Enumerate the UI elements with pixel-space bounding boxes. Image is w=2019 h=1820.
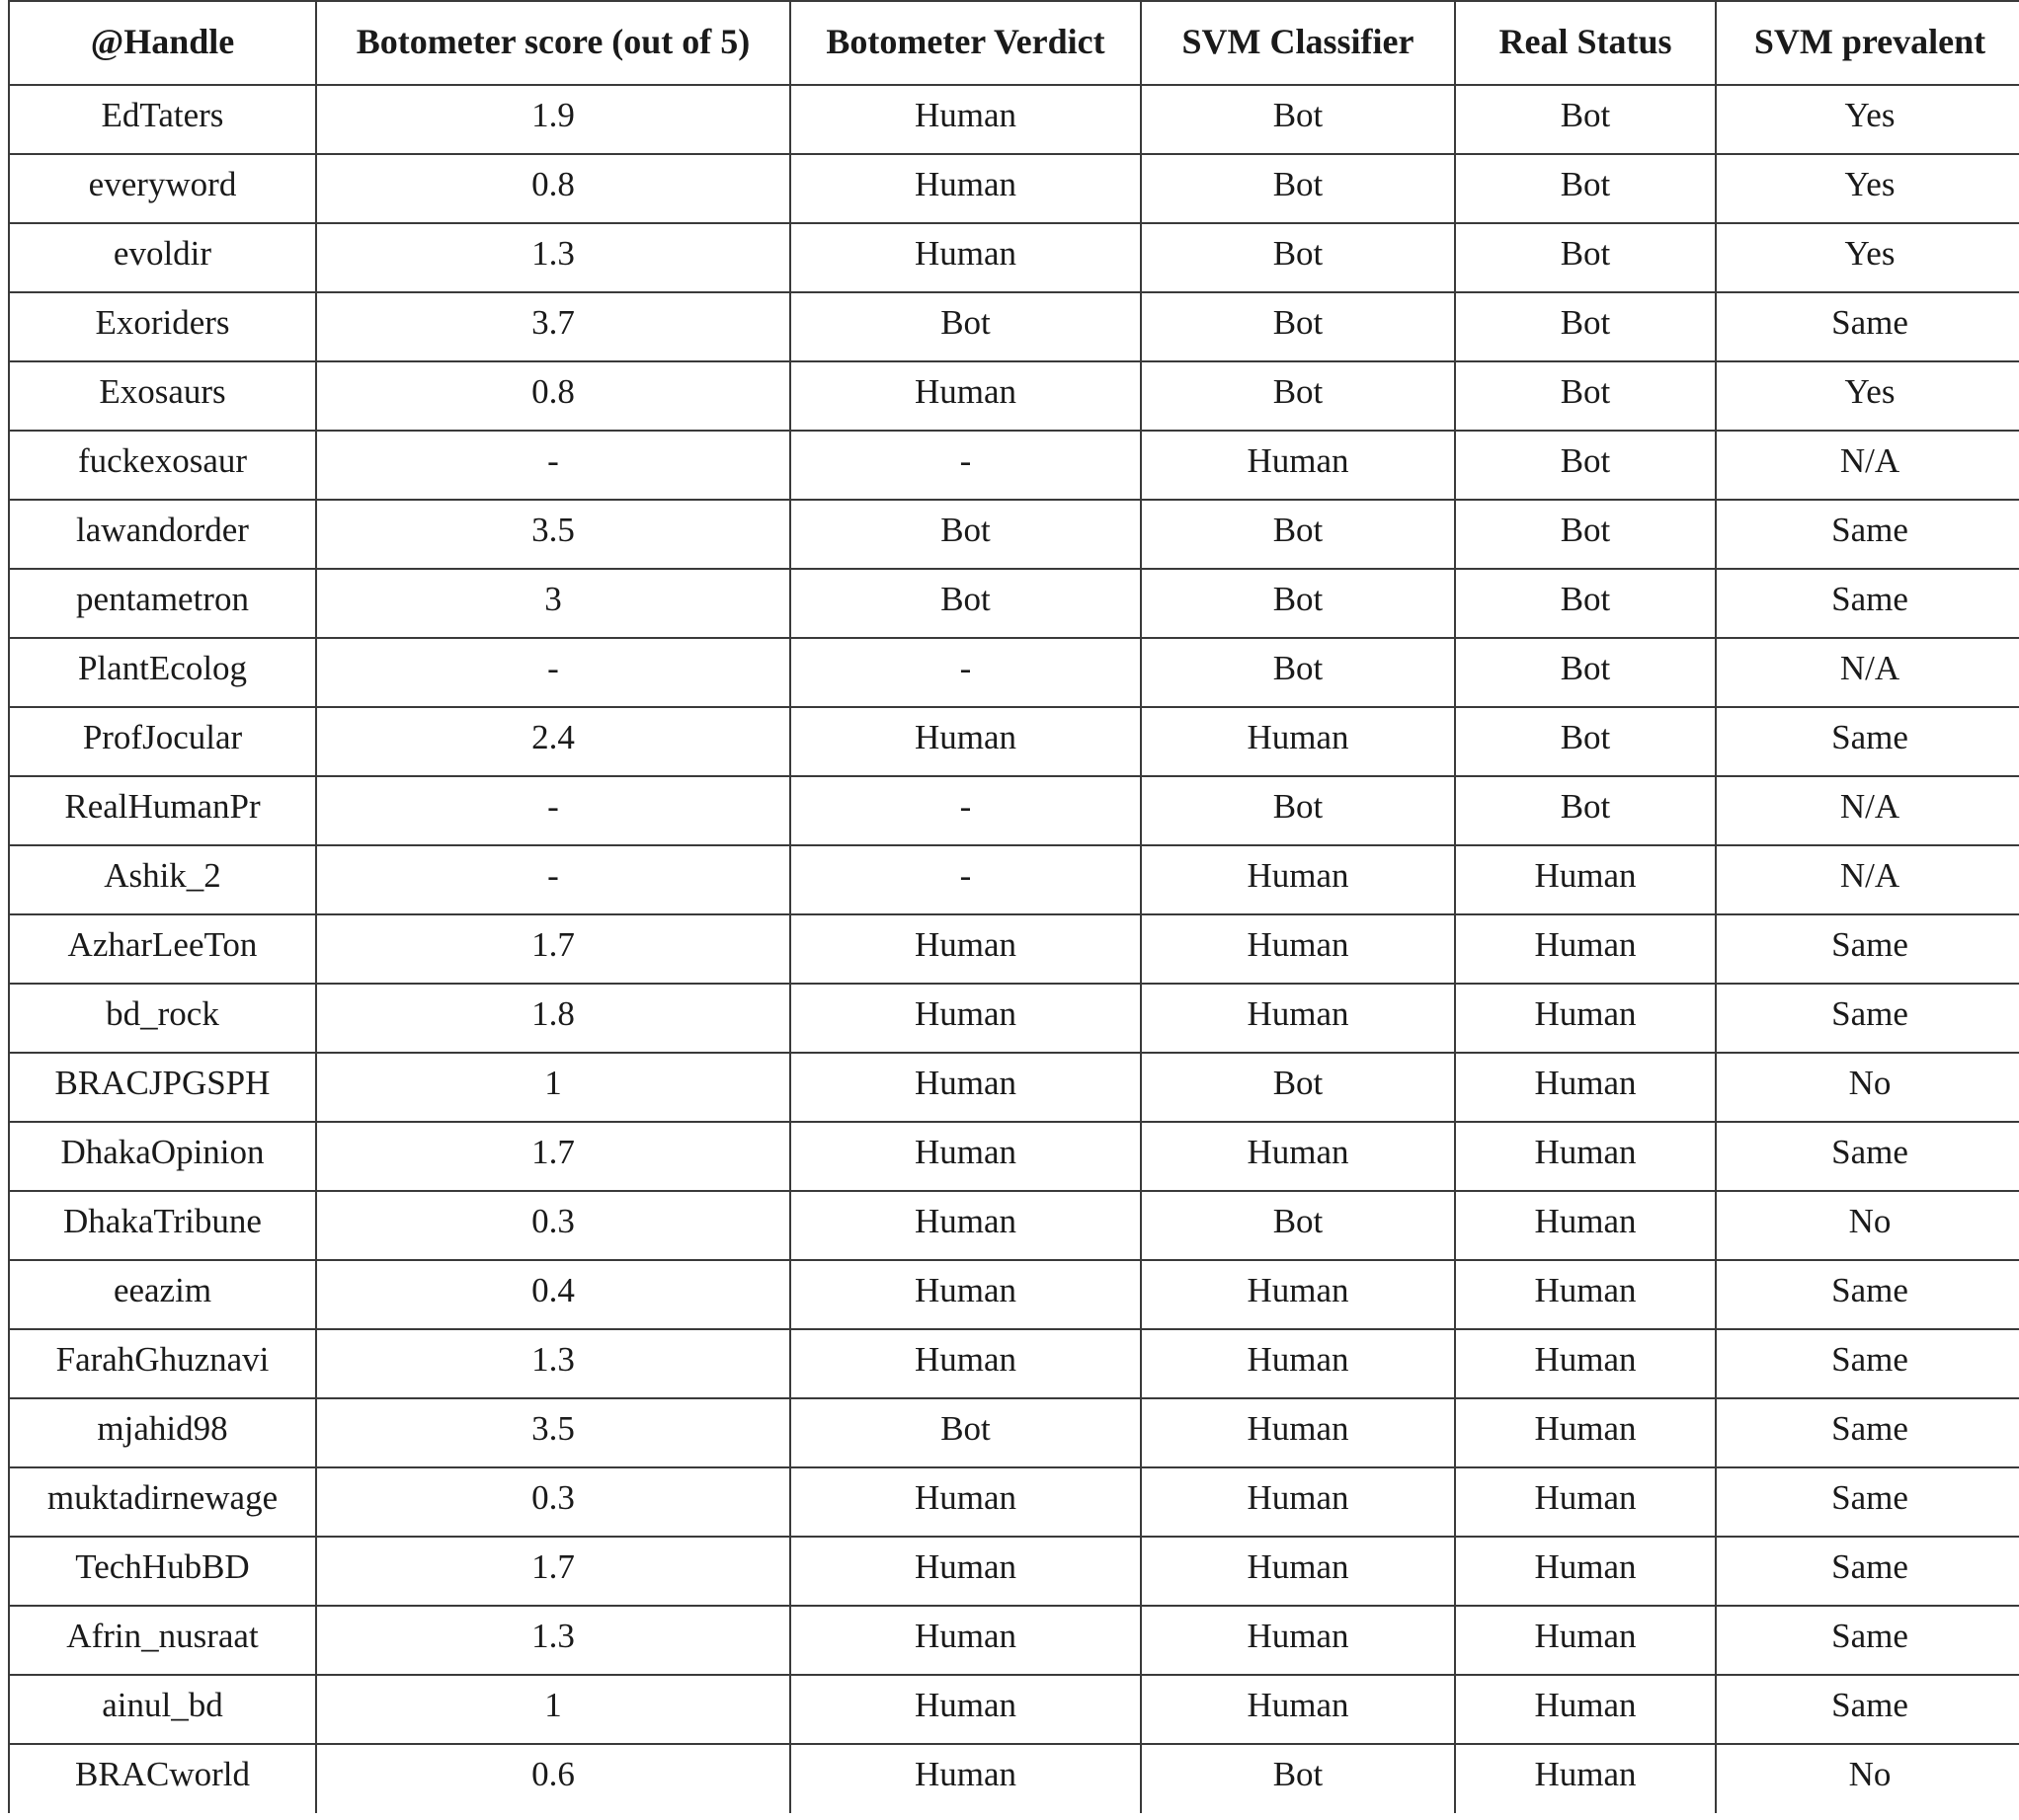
svm-prevalent-cell: Same	[1716, 292, 2019, 361]
table-row	[9, 845, 2019, 914]
handle-cell: FarahGhuznavi	[9, 1329, 316, 1398]
handle-cell: EdTaters	[9, 85, 316, 154]
handle-cell: Ashik_2	[9, 845, 316, 914]
botometer-score-cell: 0.4	[316, 1260, 790, 1329]
svm-classifier-cell: Human	[1141, 707, 1455, 776]
handle-cell: lawandorder	[9, 500, 316, 569]
table-row	[9, 638, 2019, 707]
botometer-score-cell: 2.4	[316, 707, 790, 776]
real-status-cell: Bot	[1455, 638, 1716, 707]
botometer-score-cell: 3	[316, 569, 790, 638]
table-row	[9, 1260, 2019, 1329]
botometer-verdict-cell: Human	[790, 707, 1141, 776]
botometer-score-cell: 1.3	[316, 1329, 790, 1398]
botometer-score-cell: 1.8	[316, 984, 790, 1053]
handle-cell: pentametron	[9, 569, 316, 638]
botometer-score-cell: 1.3	[316, 223, 790, 292]
table-row	[9, 569, 2019, 638]
header-svm-prevalent: SVM prevalent	[1716, 1, 2019, 85]
svm-prevalent-cell: Same	[1716, 1260, 2019, 1329]
table-row	[9, 292, 2019, 361]
svm-classifier-cell: Human	[1141, 1398, 1455, 1467]
svm-classifier-cell: Bot	[1141, 361, 1455, 431]
header-handle: @Handle	[9, 1, 316, 85]
svm-classifier-cell: Bot	[1141, 776, 1455, 845]
botometer-score-cell: 3.5	[316, 1398, 790, 1467]
botometer-score-cell: 0.8	[316, 361, 790, 431]
header-botometer-score: Botometer score (out of 5)	[316, 1, 790, 85]
svm-prevalent-cell: No	[1716, 1744, 2019, 1813]
svm-classifier-cell: Human	[1141, 1260, 1455, 1329]
table-row	[9, 85, 2019, 154]
botometer-score-cell: 0.8	[316, 154, 790, 223]
handle-cell: TechHubBD	[9, 1537, 316, 1606]
table-row	[9, 1329, 2019, 1398]
table-row	[9, 984, 2019, 1053]
svm-prevalent-cell: No	[1716, 1053, 2019, 1122]
handle-cell: muktadirnewage	[9, 1467, 316, 1537]
botometer-verdict-cell: Human	[790, 1467, 1141, 1537]
svm-prevalent-cell: Same	[1716, 1329, 2019, 1398]
real-status-cell: Human	[1455, 984, 1716, 1053]
svm-classifier-cell: Human	[1141, 431, 1455, 500]
botometer-score-cell: -	[316, 776, 790, 845]
botometer-verdict-cell: Human	[790, 154, 1141, 223]
real-status-cell: Bot	[1455, 707, 1716, 776]
svm-classifier-cell: Human	[1141, 1537, 1455, 1606]
table-row	[9, 361, 2019, 431]
real-status-cell: Human	[1455, 1606, 1716, 1675]
svm-classifier-cell: Human	[1141, 1329, 1455, 1398]
botometer-verdict-cell: -	[790, 431, 1141, 500]
svm-prevalent-cell: Same	[1716, 500, 2019, 569]
real-status-cell: Bot	[1455, 85, 1716, 154]
table-row	[9, 707, 2019, 776]
svm-classifier-cell: Bot	[1141, 1053, 1455, 1122]
svm-classifier-cell: Human	[1141, 1467, 1455, 1537]
botometer-score-cell: 1.7	[316, 1537, 790, 1606]
botometer-score-cell: 1.7	[316, 914, 790, 984]
table-row	[9, 500, 2019, 569]
svm-classifier-cell: Bot	[1141, 85, 1455, 154]
handle-cell: Afrin_nusraat	[9, 1606, 316, 1675]
botometer-score-cell: 0.3	[316, 1191, 790, 1260]
real-status-cell: Human	[1455, 1329, 1716, 1398]
table-row	[9, 223, 2019, 292]
real-status-cell: Bot	[1455, 223, 1716, 292]
botometer-score-cell: 1.9	[316, 85, 790, 154]
svm-classifier-cell: Bot	[1141, 1191, 1455, 1260]
botometer-score-cell: 0.6	[316, 1744, 790, 1813]
svm-prevalent-cell: Same	[1716, 914, 2019, 984]
table-header	[9, 1, 2019, 85]
table-row	[9, 1675, 2019, 1744]
handle-cell: BRACJPGSPH	[9, 1053, 316, 1122]
svm-prevalent-cell: N/A	[1716, 845, 2019, 914]
svm-prevalent-cell: Same	[1716, 1537, 2019, 1606]
botometer-verdict-cell: Human	[790, 223, 1141, 292]
table-row	[9, 154, 2019, 223]
real-status-cell: Human	[1455, 1537, 1716, 1606]
botometer-verdict-cell: Human	[790, 361, 1141, 431]
svm-prevalent-cell: Same	[1716, 1122, 2019, 1191]
botometer-verdict-cell: Human	[790, 984, 1141, 1053]
handle-cell: bd_rock	[9, 984, 316, 1053]
svm-prevalent-cell: Same	[1716, 1675, 2019, 1744]
handle-cell: Exoriders	[9, 292, 316, 361]
handle-cell: DhakaOpinion	[9, 1122, 316, 1191]
svm-classifier-cell: Human	[1141, 984, 1455, 1053]
real-status-cell: Bot	[1455, 569, 1716, 638]
svm-prevalent-cell: Yes	[1716, 85, 2019, 154]
svm-classifier-cell: Bot	[1141, 569, 1455, 638]
botometer-score-cell: -	[316, 638, 790, 707]
botometer-score-cell: 3.5	[316, 500, 790, 569]
svm-classifier-cell: Human	[1141, 845, 1455, 914]
svm-classifier-cell: Bot	[1141, 1744, 1455, 1813]
handle-cell: DhakaTribune	[9, 1191, 316, 1260]
svm-prevalent-cell: Yes	[1716, 154, 2019, 223]
real-status-cell: Human	[1455, 1191, 1716, 1260]
svm-prevalent-cell: No	[1716, 1191, 2019, 1260]
svm-classifier-cell: Bot	[1141, 223, 1455, 292]
svm-classifier-cell: Bot	[1141, 500, 1455, 569]
botometer-verdict-cell: Human	[790, 1329, 1141, 1398]
real-status-cell: Human	[1455, 1467, 1716, 1537]
handle-cell: everyword	[9, 154, 316, 223]
handle-cell: mjahid98	[9, 1398, 316, 1467]
real-status-cell: Human	[1455, 1260, 1716, 1329]
real-status-cell: Human	[1455, 1675, 1716, 1744]
handle-cell: eeazim	[9, 1260, 316, 1329]
table-row	[9, 1398, 2019, 1467]
handle-cell: RealHumanPr	[9, 776, 316, 845]
svm-classifier-cell: Bot	[1141, 154, 1455, 223]
real-status-cell: Bot	[1455, 776, 1716, 845]
table-body	[9, 85, 2019, 1813]
botometer-score-cell: 1.3	[316, 1606, 790, 1675]
botometer-verdict-cell: -	[790, 776, 1141, 845]
real-status-cell: Human	[1455, 1744, 1716, 1813]
handle-cell: ainul_bd	[9, 1675, 316, 1744]
real-status-cell: Human	[1455, 914, 1716, 984]
real-status-cell: Human	[1455, 1053, 1716, 1122]
real-status-cell: Bot	[1455, 154, 1716, 223]
table-row	[9, 1122, 2019, 1191]
svm-classifier-cell: Human	[1141, 1122, 1455, 1191]
botometer-verdict-cell: Human	[790, 1675, 1141, 1744]
comparison-table-container	[8, 0, 2019, 1813]
svm-prevalent-cell: N/A	[1716, 638, 2019, 707]
botometer-score-cell: 0.3	[316, 1467, 790, 1537]
svm-prevalent-cell: Same	[1716, 569, 2019, 638]
botometer-verdict-cell: Human	[790, 1191, 1141, 1260]
botometer-score-cell: 3.7	[316, 292, 790, 361]
svm-prevalent-cell: Same	[1716, 1467, 2019, 1537]
botometer-verdict-cell: Bot	[790, 569, 1141, 638]
botometer-verdict-cell: -	[790, 638, 1141, 707]
botometer-score-cell: 1.7	[316, 1122, 790, 1191]
table-row	[9, 1053, 2019, 1122]
handle-cell: AzharLeeTon	[9, 914, 316, 984]
real-status-cell: Bot	[1455, 361, 1716, 431]
table-row	[9, 914, 2019, 984]
table-row	[9, 1191, 2019, 1260]
botometer-verdict-cell: Human	[790, 1260, 1141, 1329]
svm-classifier-cell: Human	[1141, 1675, 1455, 1744]
botometer-score-cell: 1	[316, 1675, 790, 1744]
real-status-cell: Human	[1455, 845, 1716, 914]
botometer-verdict-cell: Human	[790, 1122, 1141, 1191]
table-row	[9, 1606, 2019, 1675]
bot-detection-comparison-table	[8, 0, 2019, 1813]
svm-prevalent-cell: Yes	[1716, 361, 2019, 431]
header-row	[9, 1, 2019, 85]
svm-prevalent-cell: Same	[1716, 1398, 2019, 1467]
handle-cell: BRACworld	[9, 1744, 316, 1813]
table-row	[9, 1744, 2019, 1813]
real-status-cell: Human	[1455, 1122, 1716, 1191]
table-row	[9, 1537, 2019, 1606]
real-status-cell: Bot	[1455, 431, 1716, 500]
botometer-verdict-cell: Bot	[790, 500, 1141, 569]
table-row	[9, 1467, 2019, 1537]
botometer-verdict-cell: Human	[790, 1053, 1141, 1122]
botometer-verdict-cell: Human	[790, 85, 1141, 154]
botometer-verdict-cell: Human	[790, 914, 1141, 984]
real-status-cell: Bot	[1455, 292, 1716, 361]
svm-prevalent-cell: Same	[1716, 1606, 2019, 1675]
handle-cell: fuckexosaur	[9, 431, 316, 500]
botometer-verdict-cell: Bot	[790, 1398, 1141, 1467]
botometer-verdict-cell: Human	[790, 1744, 1141, 1813]
table-row	[9, 431, 2019, 500]
real-status-cell: Bot	[1455, 500, 1716, 569]
real-status-cell: Human	[1455, 1398, 1716, 1467]
svm-prevalent-cell: N/A	[1716, 431, 2019, 500]
svm-prevalent-cell: N/A	[1716, 776, 2019, 845]
svm-prevalent-cell: Same	[1716, 984, 2019, 1053]
svm-classifier-cell: Bot	[1141, 638, 1455, 707]
botometer-score-cell: -	[316, 845, 790, 914]
table-row	[9, 776, 2019, 845]
handle-cell: ProfJocular	[9, 707, 316, 776]
header-botometer-verdict: Botometer Verdict	[790, 1, 1141, 85]
svm-classifier-cell: Bot	[1141, 292, 1455, 361]
botometer-verdict-cell: Bot	[790, 292, 1141, 361]
svm-prevalent-cell: Same	[1716, 707, 2019, 776]
handle-cell: Exosaurs	[9, 361, 316, 431]
botometer-score-cell: -	[316, 431, 790, 500]
botometer-verdict-cell: Human	[790, 1606, 1141, 1675]
handle-cell: evoldir	[9, 223, 316, 292]
svm-classifier-cell: Human	[1141, 914, 1455, 984]
handle-cell: PlantEcolog	[9, 638, 316, 707]
svm-prevalent-cell: Yes	[1716, 223, 2019, 292]
header-svm-classifier: SVM Classifier	[1141, 1, 1455, 85]
botometer-verdict-cell: Human	[790, 1537, 1141, 1606]
header-real-status: Real Status	[1455, 1, 1716, 85]
botometer-score-cell: 1	[316, 1053, 790, 1122]
botometer-verdict-cell: -	[790, 845, 1141, 914]
svm-classifier-cell: Human	[1141, 1606, 1455, 1675]
